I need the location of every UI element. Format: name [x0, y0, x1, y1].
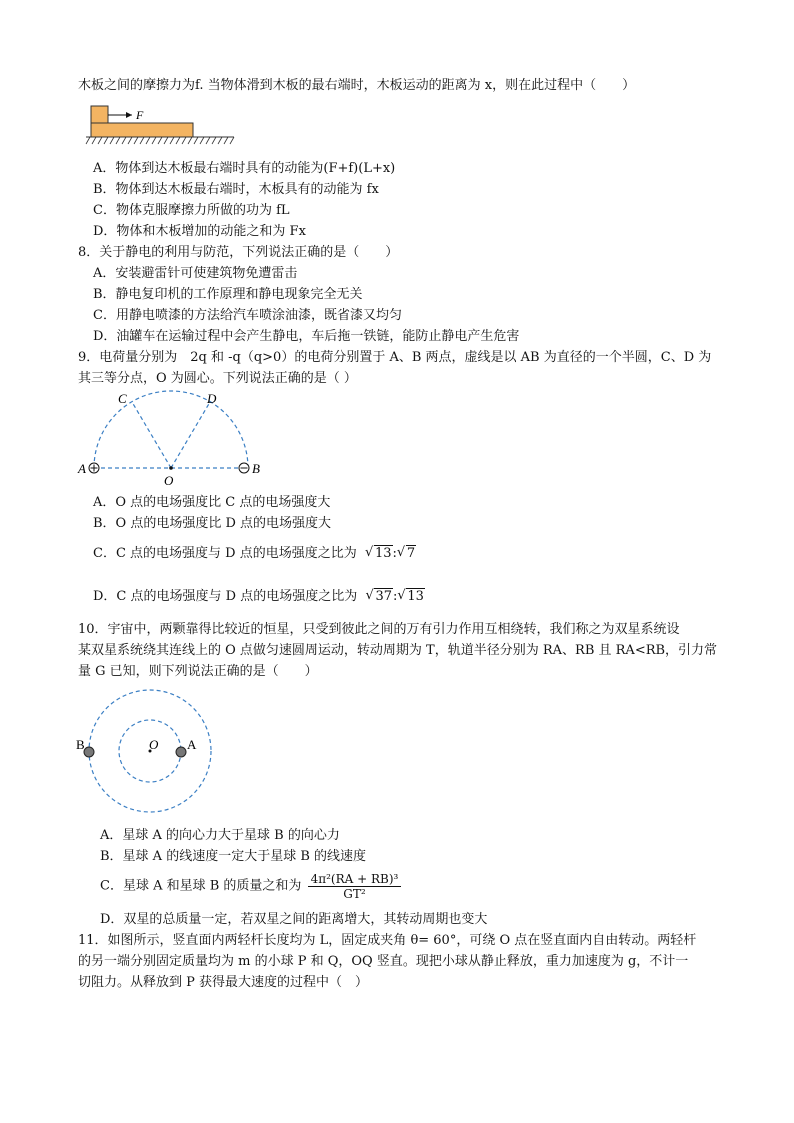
- q11-stem-line3: 切阻力。从释放到 P 获得最大速度的过程中（ ）: [78, 975, 369, 990]
- q9-semicircle-figure: [78, 391, 278, 491]
- q10-label-o: O: [149, 737, 159, 752]
- q10-label-b: B: [76, 737, 85, 752]
- q8-option-d: D．油罐车在运输过程中会产生静电，车后拖一铁链，能防止静电产生危害: [93, 329, 520, 344]
- q9-option-c-radical-2: √ 7: [397, 546, 416, 562]
- q10-stem-line1: 10．宇宙中，两颗靠得比较近的恒星，只受到彼此之间的万有引力作用互相绕转，我们称之为双星系统设: [78, 622, 680, 637]
- q9-option-c-radical-1: √ 13: [365, 546, 393, 562]
- q9-label-c: C: [118, 391, 127, 406]
- q9-stem-line1: 9．电荷量分别为 2q 和 -q（q>0）的电荷分别置于 A、B 两点，虚线是以 AB 为直径的一个半圆，C、D 为: [78, 350, 712, 365]
- q8-stem: 8．关于静电的利用与防范，下列说法正确的是（ ）: [78, 245, 399, 260]
- q10-option-c-text: C．星球 A 和星球 B 的质量之和为: [100, 878, 302, 894]
- q9-stem-line2: 其三等分点，O 为圆心。下列说法正确的是（ ）: [78, 371, 357, 386]
- q10-option-c: [100, 872, 401, 901]
- q9-option-d-radical-1: √ 37: [365, 589, 393, 605]
- q7-option-c: C．物体克服摩擦力所做的功为 fL: [93, 203, 290, 218]
- q10-option-b: B．星球 A 的线速度一定大于星球 B 的线速度: [100, 849, 367, 864]
- q10-binary-star-figure: [74, 688, 224, 818]
- q7-option-d: D．物体和木板增加的动能之和为 Fx: [93, 224, 306, 239]
- q9-option-d-radical-2: √ 13: [397, 589, 425, 605]
- q10-stem-line3: 量 G 已知，则下列说法正确的是（ ）: [78, 664, 318, 679]
- q10-option-a: A．星球 A 的向心力大于星球 B 的向心力: [100, 828, 340, 843]
- q9-option-c: C．C 点的电场强度与 D 点的电场强度之比为 √ 13:√ 7: [93, 546, 416, 562]
- q11-stem-line2: 的另一端分别固定质量均为 m 的小球 P 和 Q，OQ 竖直。现把小球从静止释放，重力加速度为 g，不计一: [78, 954, 689, 969]
- q7-option-a: A．物体到达木板最右端时具有的动能为(F+f)(L+x): [93, 161, 396, 176]
- q8-option-a: A．安装避雷针可使建筑物免遭雷击: [93, 266, 298, 281]
- q9-option-b: B．O 点的电场强度比 D 点的电场强度大: [93, 516, 332, 531]
- q9-label-b: B: [252, 461, 260, 476]
- q10-stem-line2: 某双星系统绕其连线上的 O 点做匀速圆周运动，转动周期为 T，轨道半径分别为 RA、RB 且 RA<RB，引力常: [78, 643, 718, 658]
- q10-option-c-fraction: $\frac{\text{4π²(RA + RB)³}}{\text{GT²}}$: [308, 872, 402, 901]
- q9-option-d-text: D．C 点的电场强度与 D 点的电场强度之比为: [93, 589, 358, 604]
- q9-label-d: D: [207, 391, 217, 406]
- q10-option-d: D．双星的总质量一定，若双星之间的距离增大，其转动周期也变大: [100, 912, 488, 927]
- q9-option-d: D．C 点的电场强度与 D 点的电场强度之比为 √ 37:√ 13: [93, 589, 425, 605]
- q7-option-b: B．物体到达木板最右端时，木板具有的动能为 fx: [93, 182, 379, 197]
- q7-block-board-figure: [86, 104, 236, 150]
- q7-stem: 木板之间的摩擦力为f. 当物体滑到木板的最右端时，木板运动的距离为 x，则在此过程中（ ）: [78, 78, 636, 93]
- q7-force-label: F: [136, 108, 144, 122]
- q10-label-a: A: [187, 737, 197, 752]
- q9-option-c-text: C．C 点的电场强度与 D 点的电场强度之比为: [93, 546, 357, 561]
- q8-option-b: B．静电复印机的工作原理和静电现象完全无关: [93, 287, 363, 302]
- q9-label-o: O: [164, 473, 174, 488]
- q9-option-a: A．O 点的电场强度比 C 点的电场强度大: [93, 495, 331, 510]
- q11-stem-line1: 11．如图所示，竖直面内两轻杆长度均为 L，固定成夹角 θ= 60°，可绕 O 点在竖直面内自由转动。两轻杆: [78, 933, 697, 948]
- q8-option-c: C．用静电喷漆的方法给汽车喷涂油漆，既省漆又均匀: [93, 308, 402, 323]
- q9-label-a: A: [78, 461, 86, 476]
